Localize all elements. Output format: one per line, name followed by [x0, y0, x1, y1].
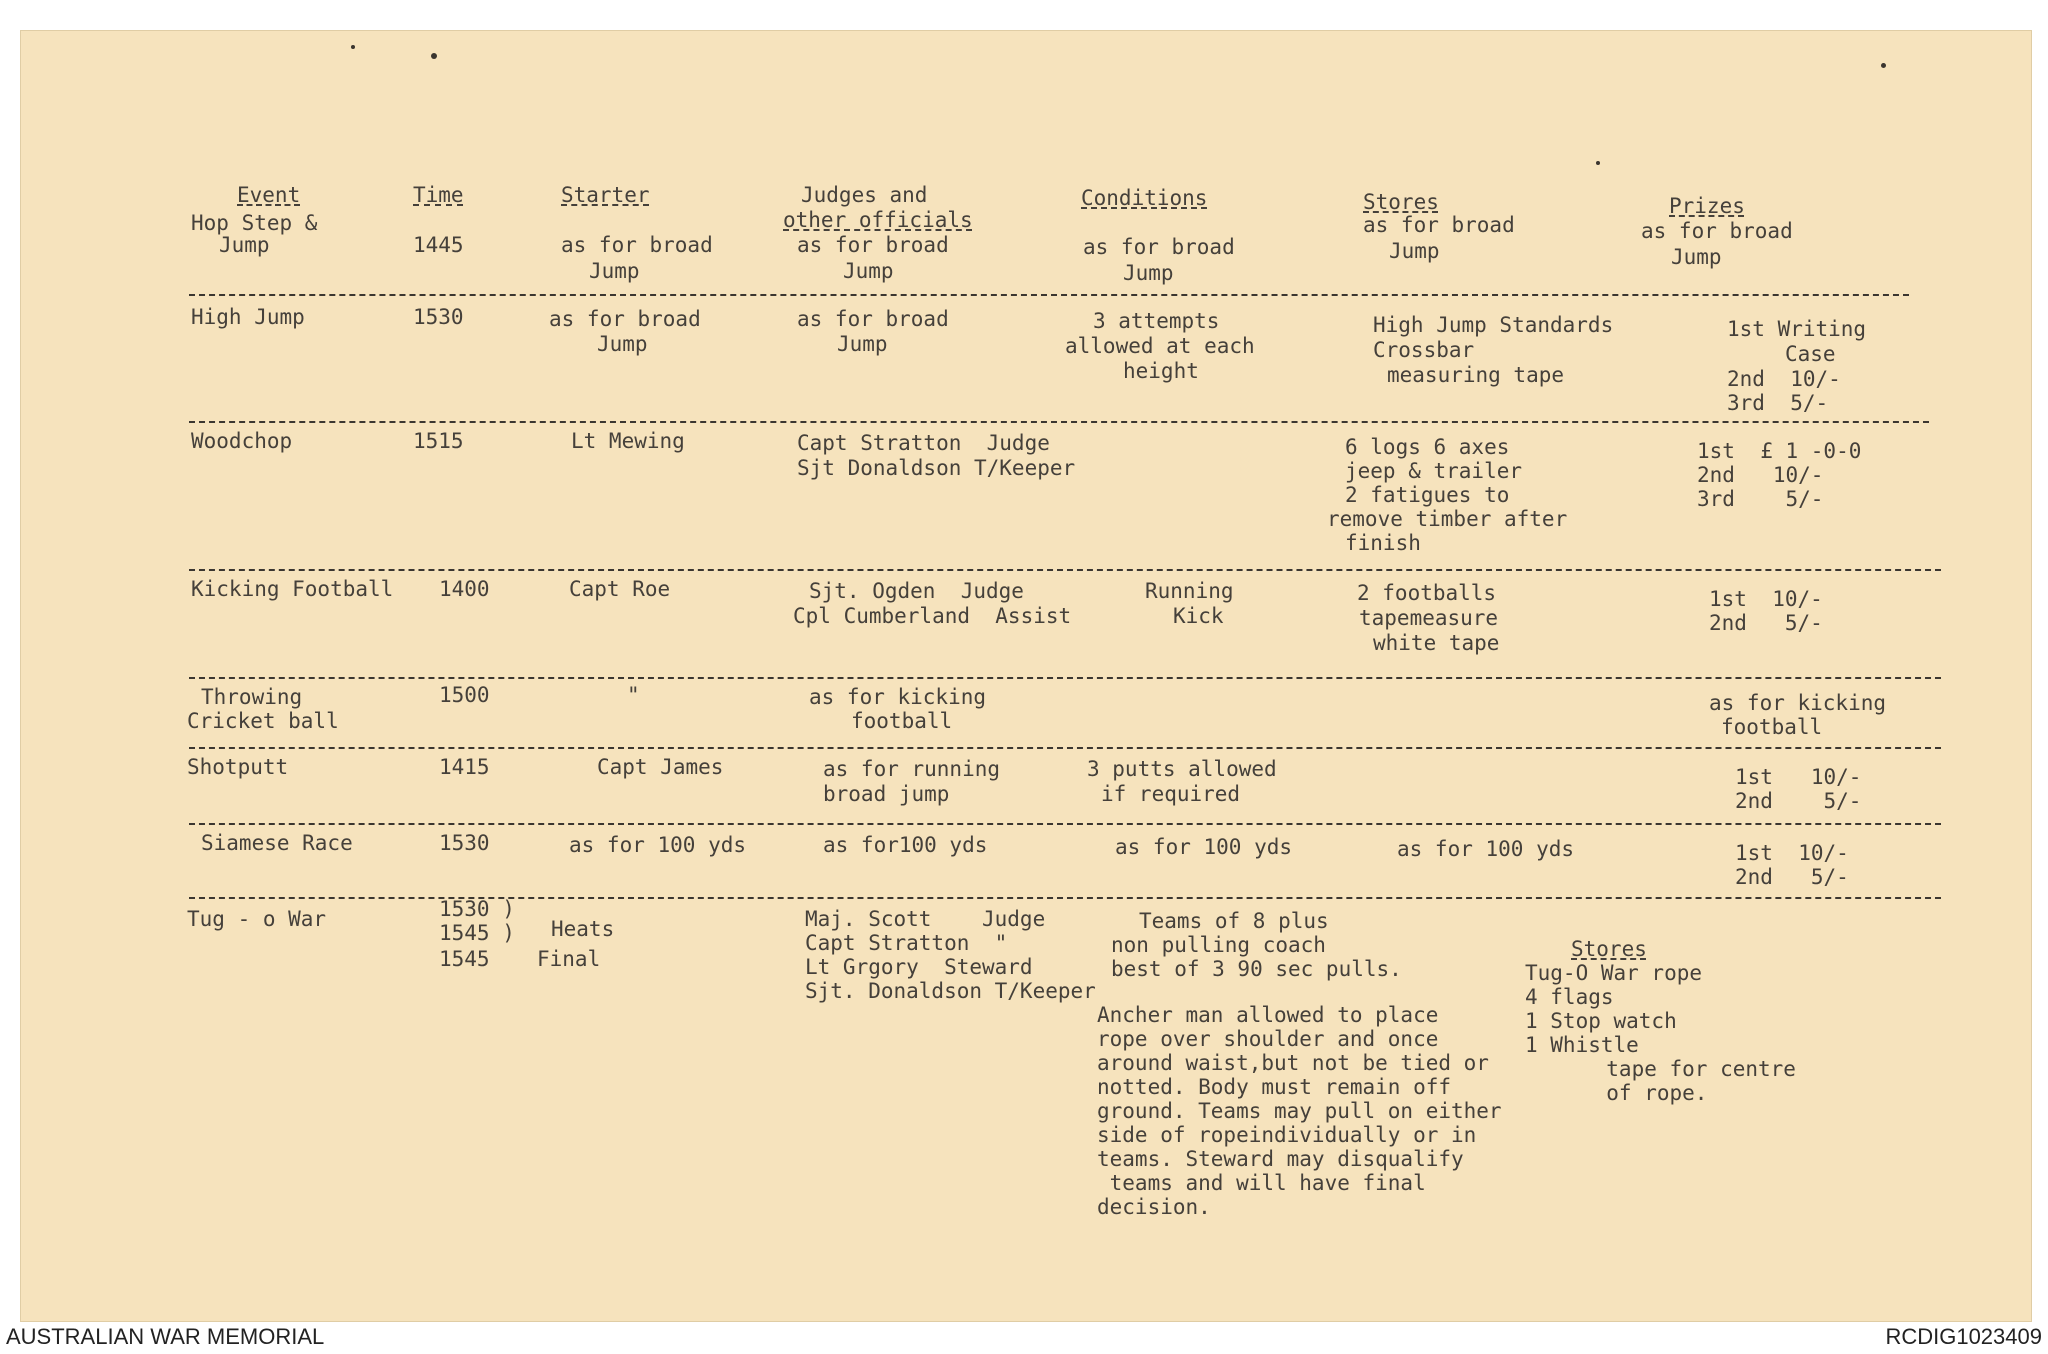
row-tug-o-war-time-3: 1545: [439, 947, 490, 971]
row-hop-step-jump-prizes-1: as for broad: [1641, 219, 1793, 243]
row-shotputt-judges-2: broad jump: [823, 782, 950, 806]
row-tug-o-war-time-1: 1530 ): [439, 897, 515, 921]
row-woodchop-time: 1515: [413, 429, 464, 453]
row-tug-o-war-conditions-2: non pulling coach: [1111, 933, 1326, 957]
row-siamese-race-judges: as for100 yds: [823, 833, 988, 857]
row-high-jump-prizes-3: 2nd 10/-: [1727, 367, 1841, 391]
row-woodchop-event: Woodchop: [191, 429, 293, 453]
row-hop-step-jump-event-1: Hop Step &: [191, 211, 318, 235]
row-high-jump-stores-3: measuring tape: [1387, 363, 1565, 387]
row-shotputt-judges-1: as for running: [823, 757, 1001, 781]
row-woodchop-stores-3: 2 fatigues to: [1345, 483, 1510, 507]
row-hop-step-jump-starter-2: Jump: [589, 259, 640, 283]
row-tug-o-war-starter-1: Heats: [551, 917, 615, 941]
row-kicking-football-conditions-2: Kick: [1173, 604, 1224, 628]
header-starter: Starter: [561, 183, 650, 207]
row-hop-step-jump-judges-1: as for broad: [797, 233, 949, 257]
row-hop-step-jump-conditions-1: as for broad: [1083, 235, 1235, 259]
row-kicking-football-starter: Capt Roe: [569, 577, 671, 601]
row-shotputt-conditions-1: 3 putts allowed: [1087, 757, 1277, 781]
row-high-jump-time: 1530: [413, 305, 464, 329]
row-siamese-race-conditions: as for 100 yds: [1115, 835, 1293, 859]
row-tug-o-war-event: Tug - o War: [187, 907, 327, 931]
row-tug-o-war-stores-6: of rope.: [1581, 1081, 1708, 1105]
row-tug-o-war-judges-4: Sjt. Donaldson T/Keeper: [805, 979, 1096, 1003]
row-woodchop-prizes-1: 1st £ 1 -0-0: [1697, 439, 1862, 463]
row-woodchop-starter: Lt Mewing: [571, 429, 685, 453]
row-kicking-football-prizes-1: 1st 10/-: [1709, 587, 1823, 611]
row-hop-step-jump-time: 1445: [413, 233, 464, 257]
row-woodchop-prizes-2: 2nd 10/-: [1697, 463, 1824, 487]
row-kicking-football-stores-1: 2 footballs: [1357, 581, 1497, 605]
row-tug-o-war-starter-2: Final: [537, 947, 601, 971]
row-tug-o-war-notes-4: notted. Body must remain off: [1097, 1075, 1452, 1099]
row-kicking-football-time: 1400: [439, 577, 490, 601]
row-throwing-cricket-ball-event-1: Throwing: [201, 685, 303, 709]
row-divider: [189, 677, 1941, 679]
row-hop-step-jump-prizes-2: Jump: [1671, 245, 1722, 269]
row-divider: [189, 823, 1941, 825]
row-throwing-cricket-ball-event-2: Cricket ball: [187, 709, 339, 733]
row-high-jump-prizes-1: 1st Writing: [1727, 317, 1867, 341]
row-tug-o-war-notes-5: ground. Teams may pull on either: [1097, 1099, 1502, 1123]
row-divider: [189, 294, 1909, 296]
row-high-jump-prizes-4: 3rd 5/-: [1727, 391, 1829, 415]
row-high-jump-conditions-2: allowed at each: [1065, 334, 1255, 358]
row-tug-o-war-judges-2: Capt Stratton ": [805, 931, 1008, 955]
row-high-jump-conditions-3: height: [1123, 359, 1199, 383]
paper-mark: [431, 53, 437, 59]
row-siamese-race-starter: as for 100 yds: [569, 833, 747, 857]
row-tug-o-war-stores-5: tape for centre: [1581, 1057, 1796, 1081]
document-page: [20, 30, 2032, 1322]
row-tug-o-war-notes-7: teams. Steward may disqualify: [1097, 1147, 1464, 1171]
row-woodchop-stores-2: jeep & trailer: [1345, 459, 1523, 483]
row-throwing-cricket-ball-starter: ": [627, 683, 640, 707]
row-woodchop-judges-2: Sjt Donaldson T/Keeper: [797, 456, 1076, 480]
row-tug-o-war-stores-3: 1 Stop watch: [1525, 1009, 1677, 1033]
row-tug-o-war-conditions-1: Teams of 8 plus: [1139, 909, 1329, 933]
header-event: Event: [237, 183, 301, 207]
row-throwing-cricket-ball-judges-1: as for kicking: [809, 685, 987, 709]
row-tug-o-war-stores-2: 4 flags: [1525, 985, 1614, 1009]
row-tug-o-war-stores-1: Tug-O War rope: [1525, 961, 1703, 985]
row-kicking-football-stores-2: tapemeasure: [1359, 606, 1499, 630]
row-tug-o-war-notes-3: around waist,but not be tied or: [1097, 1051, 1489, 1075]
row-woodchop-stores-4: remove timber after: [1327, 507, 1568, 531]
row-woodchop-prizes-3: 3rd 5/-: [1697, 487, 1824, 511]
row-siamese-race-stores: as for 100 yds: [1397, 837, 1575, 861]
row-hop-step-jump-stores-2: Jump: [1389, 239, 1440, 263]
row-hop-step-jump-judges-2: Jump: [843, 259, 894, 283]
row-shotputt-starter: Capt James: [597, 755, 724, 779]
header-judges-line1: Judges and: [801, 183, 928, 207]
row-shotputt-time: 1415: [439, 755, 490, 779]
row-tug-o-war-notes-2: rope over shoulder and once: [1097, 1027, 1439, 1051]
row-siamese-race-time: 1530: [439, 831, 490, 855]
row-high-jump-prizes-2: Case: [1785, 342, 1836, 366]
row-throwing-cricket-ball-time: 1500: [439, 683, 490, 707]
row-tug-o-war-stores-4: 1 Whistle: [1525, 1033, 1639, 1057]
row-siamese-race-prizes-2: 2nd 5/-: [1735, 865, 1849, 889]
row-throwing-cricket-ball-prizes-1: as for kicking: [1709, 691, 1887, 715]
footer-archive-name: AUSTRALIAN WAR MEMORIAL: [6, 1324, 325, 1349]
row-shotputt-prizes-1: 1st 10/-: [1735, 765, 1862, 789]
row-throwing-cricket-ball-prizes-2: football: [1721, 715, 1823, 739]
row-shotputt-conditions-2: if required: [1101, 782, 1241, 806]
row-siamese-race-event: Siamese Race: [201, 831, 353, 855]
row-kicking-football-event: Kicking Football: [191, 577, 394, 601]
row-shotputt-prizes-2: 2nd 5/-: [1735, 789, 1862, 813]
row-tug-o-war-notes-8: teams and will have final: [1097, 1171, 1426, 1195]
row-hop-step-jump-starter-1: as for broad: [561, 233, 713, 257]
header-prizes: Prizes: [1669, 194, 1745, 218]
row-siamese-race-prizes-1: 1st 10/-: [1735, 841, 1849, 865]
row-hop-step-jump-conditions-2: Jump: [1123, 261, 1174, 285]
row-woodchop-stores-1: 6 logs 6 axes: [1345, 435, 1510, 459]
row-tug-o-war-time-2: 1545 ): [439, 921, 515, 945]
header-conditions: Conditions: [1081, 186, 1208, 210]
row-kicking-football-conditions-1: Running: [1145, 579, 1234, 603]
row-tug-o-war-judges-1: Maj. Scott Judge: [805, 907, 1046, 931]
row-tug-o-war-stores-heading: Stores: [1571, 937, 1647, 961]
row-high-jump-conditions-1: 3 attempts: [1093, 309, 1220, 333]
row-high-jump-event: High Jump: [191, 305, 305, 329]
row-divider: [189, 421, 1929, 423]
paper-mark: [351, 45, 355, 49]
row-high-jump-starter-1: as for broad: [549, 307, 701, 331]
row-kicking-football-stores-3: white tape: [1373, 631, 1500, 655]
row-high-jump-judges-1: as for broad: [797, 307, 949, 331]
row-throwing-cricket-ball-judges-2: football: [851, 709, 953, 733]
footer-archive-id: RCDIG1023409: [1885, 1324, 2042, 1349]
row-woodchop-stores-5: finish: [1345, 531, 1421, 555]
header-stores: Stores: [1363, 190, 1439, 214]
row-high-jump-starter-2: Jump: [597, 332, 648, 356]
row-kicking-football-judges-2: Cpl Cumberland Assist: [793, 604, 1072, 628]
row-shotputt-event: Shotputt: [187, 755, 289, 779]
row-high-jump-stores-2: Crossbar: [1373, 338, 1475, 362]
row-tug-o-war-conditions-3: best of 3 90 sec pulls.: [1111, 957, 1402, 981]
row-high-jump-judges-2: Jump: [837, 332, 888, 356]
header-judges-line2: other officials: [783, 208, 973, 232]
row-kicking-football-prizes-2: 2nd 5/-: [1709, 611, 1823, 635]
row-tug-o-war-notes-9: decision.: [1097, 1195, 1211, 1219]
row-woodchop-judges-1: Capt Stratton Judge: [797, 431, 1050, 455]
paper-mark: [1881, 63, 1886, 68]
row-high-jump-stores-1: High Jump Standards: [1373, 313, 1614, 337]
row-tug-o-war-judges-3: Lt Grgory Steward: [805, 955, 1033, 979]
row-divider: [189, 747, 1941, 749]
row-hop-step-jump-stores-1: as for broad: [1363, 213, 1515, 237]
row-divider: [189, 569, 1941, 571]
paper-mark: [1596, 161, 1600, 165]
header-time: Time: [413, 183, 464, 207]
row-hop-step-jump-event-2: Jump: [219, 233, 270, 257]
row-tug-o-war-notes-1: Ancher man allowed to place: [1097, 1003, 1439, 1027]
row-tug-o-war-notes-6: side of ropeindividually or in: [1097, 1123, 1477, 1147]
row-kicking-football-judges-1: Sjt. Ogden Judge: [809, 579, 1024, 603]
